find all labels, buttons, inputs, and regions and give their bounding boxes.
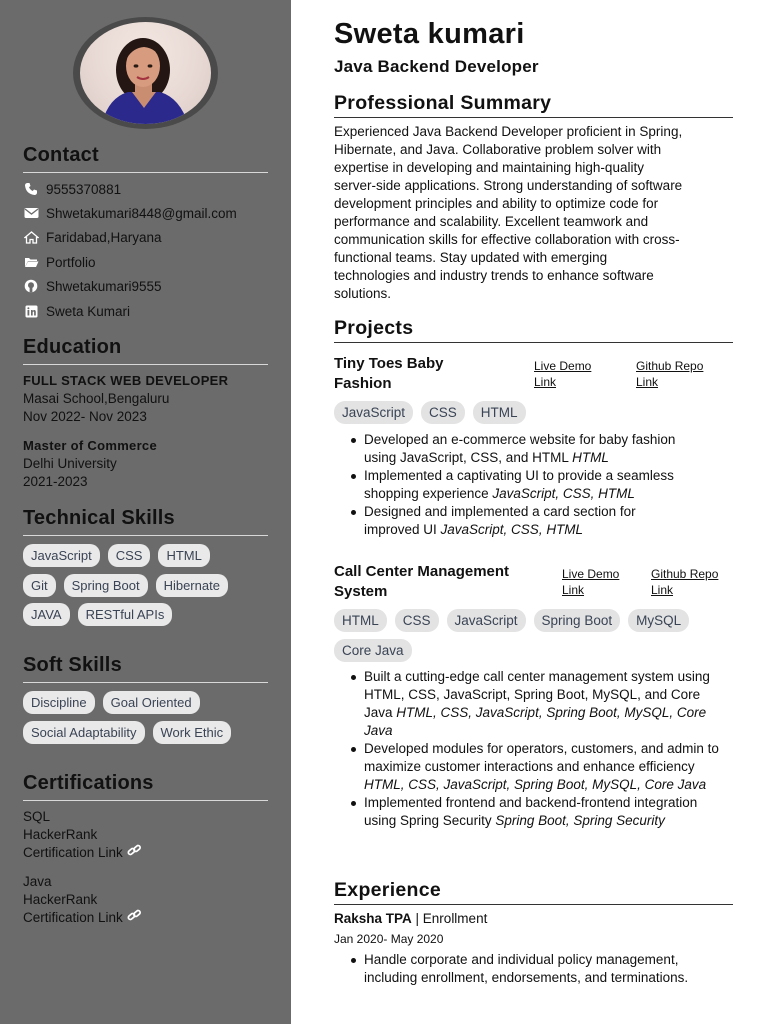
project-tag: JavaScript — [334, 401, 413, 424]
bullet-text: Developed modules for operators, customers, and admin to maximize customer interactions and enhance efficiency — [364, 741, 719, 774]
certification-name: Java — [23, 874, 52, 889]
bullet-tech: HTML, CSS, JavaScript, Spring Boot, MySQL, Core Java — [364, 705, 707, 738]
skill-pill-row — [23, 574, 228, 597]
project-tag: CSS — [421, 401, 465, 424]
linkedin-icon — [23, 304, 39, 318]
project-title-line: Fashion — [334, 375, 392, 392]
bullet-text: Implemented frontend and backend-frontend integration using Spring Security — [364, 795, 698, 828]
link-icon — [127, 844, 142, 862]
project-tag: CSS — [395, 609, 439, 632]
certification-item — [23, 873, 142, 927]
project-bullet — [364, 794, 730, 830]
bullet-text: improved UI — [364, 522, 441, 537]
github-text[interactable]: Shwetakumari9555 — [46, 278, 162, 294]
project-title — [334, 354, 443, 394]
summary-line: solutions. — [334, 286, 392, 301]
project-tag: HTML — [473, 401, 526, 424]
github-repo-link[interactable] — [636, 358, 703, 390]
project-tags — [334, 609, 689, 632]
project-bullet — [364, 467, 734, 503]
certification-item — [23, 808, 142, 862]
soft-skills-heading: Soft Skills — [23, 654, 268, 683]
profile-photo — [80, 22, 211, 124]
portfolio-link[interactable]: Portfolio — [46, 254, 96, 270]
soft-skill-pill-row — [23, 691, 200, 714]
summary-line: technologies and industry trends to enhance software — [334, 268, 654, 283]
experience-company: Raksha TPA — [334, 911, 412, 926]
soft-skill-pill: Discipline — [23, 691, 95, 714]
experience-position: Enrollment — [422, 911, 488, 926]
project-bullets — [364, 431, 734, 539]
education-title: Master of Commerce — [23, 438, 157, 453]
project-title-line: Tiny Toes Baby — [334, 355, 444, 372]
contact-portfolio[interactable] — [23, 253, 96, 271]
bullet-tech: HTML — [572, 450, 609, 465]
contact-location — [23, 228, 162, 246]
education-dates: 2021-2023 — [23, 474, 88, 489]
soft-skill-pill: Goal Oriented — [103, 691, 200, 714]
project-title-line: Call Center Management — [334, 563, 510, 580]
summary-line: Hibernate, and Java. Collaborative problem solver with — [334, 142, 662, 157]
certification-issuer: HackerRank — [23, 827, 98, 842]
project-bullet — [364, 668, 730, 740]
soft-skill-pill: Social Adaptability — [23, 721, 145, 744]
soft-skill-pill: Work Ethic — [153, 721, 232, 744]
certification-link-text[interactable]: Certification Link — [23, 910, 123, 925]
technical-skills-heading: Technical Skills — [23, 507, 268, 536]
summary-line: development principles and ability to optimize code for — [334, 196, 659, 211]
bullet-text: using JavaScript, CSS, and HTML — [364, 450, 573, 465]
summary-heading: Professional Summary — [334, 92, 733, 118]
certification-link-text[interactable]: Certification Link — [23, 845, 123, 860]
contact-heading: Contact — [23, 144, 268, 173]
education-item — [23, 372, 228, 426]
home-icon — [23, 230, 39, 244]
education-title: FULL STACK WEB DEVELOPER — [23, 373, 229, 388]
bullet-text: shopping experience — [364, 486, 493, 501]
phone-text: 9555370881 — [46, 181, 122, 197]
summary-text — [334, 123, 734, 303]
bullet-text: Built a cutting-edge call center management system using HTML, CSS, JavaScript, Spring Boot, MySQL, and Core Java — [364, 669, 710, 720]
project-tag: JavaScript — [447, 609, 526, 632]
contact-github[interactable] — [23, 277, 162, 295]
linkedin-text[interactable]: Sweta Kumari — [46, 303, 131, 319]
education-school: Masai School,Bengaluru — [23, 391, 170, 406]
project-tag: HTML — [334, 609, 387, 632]
bullet-text: Developed an e-commerce website for baby fashion — [364, 432, 676, 447]
live-demo-link[interactable] — [534, 358, 591, 390]
summary-line: communication skills for effective collaboration with cross- — [334, 232, 680, 247]
project-tags — [334, 639, 412, 662]
bullet-text: Designed and implemented a card section for — [364, 504, 636, 519]
folder-icon — [23, 255, 39, 269]
experience-bullets — [364, 951, 730, 987]
mail-icon — [23, 206, 39, 220]
projects-heading: Projects — [334, 317, 733, 343]
project-tag: Core Java — [334, 639, 412, 662]
project-title — [334, 562, 509, 602]
skill-pill: CSS — [108, 544, 151, 567]
contact-phone[interactable] — [23, 180, 121, 198]
certifications-heading: Certifications — [23, 772, 268, 801]
link-line[interactable]: Live Demo — [534, 359, 592, 373]
bullet-text: Implemented a captivating UI to provide a seamless — [364, 468, 674, 483]
link-line[interactable]: Github Repo — [651, 567, 719, 581]
link-line[interactable]: Link — [651, 583, 674, 597]
phone-icon — [23, 182, 39, 196]
skill-pill: Spring Boot — [64, 574, 148, 597]
link-line[interactable]: Link — [534, 375, 557, 389]
link-line[interactable]: Live Demo — [562, 567, 620, 581]
certification-issuer: HackerRank — [23, 892, 98, 907]
bullet-tech: JavaScript, CSS, HTML — [440, 522, 584, 537]
education-item — [23, 437, 157, 491]
skill-pill-row — [23, 603, 172, 626]
education-school: Delhi University — [23, 456, 117, 471]
candidate-role: Java Backend Developer — [334, 57, 539, 76]
experience-company-line — [334, 911, 487, 926]
summary-line: Experienced Java Backend Developer proficient in Spring, — [334, 124, 683, 139]
project-tag: Spring Boot — [534, 609, 621, 632]
experience-bullet: Handle corporate and individual policy management, including enrollment, endorsements, and terminations. — [364, 951, 730, 987]
link-line[interactable]: Link — [636, 375, 659, 389]
certification-link[interactable] — [23, 844, 142, 862]
experience-dates: Jan 2020- May 2020 — [334, 932, 444, 946]
summary-line: functional teams. Stay updated with emerging — [334, 250, 608, 265]
contact-linkedin[interactable] — [23, 302, 130, 320]
email-text: Shwetakumari8448@gmail.com — [46, 205, 237, 221]
contact-email[interactable] — [23, 204, 237, 222]
skill-pill: RESTful APIs — [78, 603, 173, 626]
link-line[interactable]: Github Repo — [636, 359, 704, 373]
candidate-name: Sweta kumari — [334, 18, 525, 50]
summary-line: performance and scalability. Excellent teamwork and — [334, 214, 649, 229]
github-icon — [23, 279, 39, 293]
live-demo-link[interactable] — [562, 566, 619, 598]
location-text: Faridabad,Haryana — [46, 229, 162, 245]
education-dates: Nov 2022- Nov 2023 — [23, 409, 147, 424]
experience-heading: Experience — [334, 879, 733, 905]
skill-pill: JAVA — [23, 603, 70, 626]
education-heading: Education — [23, 336, 268, 365]
skill-pill: Git — [23, 574, 56, 597]
experience-separator: | — [411, 911, 423, 926]
project-tags — [334, 401, 526, 424]
bullet-tech: HTML, CSS, JavaScript, Spring Boot, MySQL, Core Java — [364, 777, 707, 792]
link-line[interactable]: Link — [562, 583, 585, 597]
project-title-line: System — [334, 583, 388, 600]
link-icon — [127, 909, 142, 927]
project-bullet — [364, 431, 734, 467]
bullet-tech: JavaScript, CSS, HTML — [492, 486, 635, 501]
summary-line: server-side applications. Strong understanding of software — [334, 178, 683, 193]
project-tag: MySQL — [628, 609, 689, 632]
certification-name: SQL — [23, 809, 51, 824]
skill-pill: JavaScript — [23, 544, 100, 567]
project-bullet — [364, 740, 730, 794]
soft-skill-pill-row — [23, 721, 231, 744]
skill-pill: Hibernate — [156, 574, 228, 597]
project-bullets — [364, 668, 730, 830]
skill-pill-row — [23, 544, 210, 567]
summary-line: expertise in developing and maintaining high-quality — [334, 160, 644, 175]
github-repo-link[interactable] — [651, 566, 718, 598]
bullet-tech: Spring Boot, Spring Security — [495, 813, 665, 828]
skill-pill: HTML — [158, 544, 209, 567]
certification-link[interactable] — [23, 909, 142, 927]
project-bullet — [364, 503, 734, 539]
